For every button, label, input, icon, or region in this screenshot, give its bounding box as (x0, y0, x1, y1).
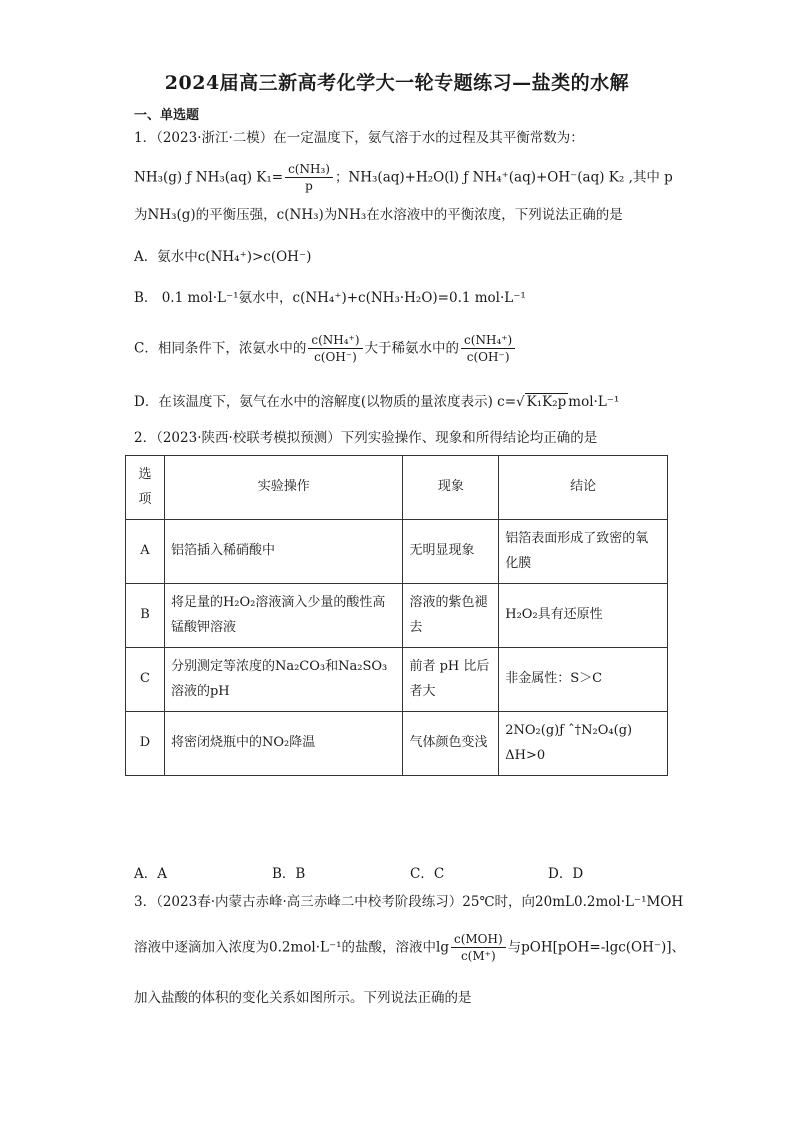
table-cell: B (126, 584, 165, 648)
table-cell: 铝箔插入稀硝酸中 (164, 520, 402, 584)
table-cell: 非金属性：S＞C (499, 648, 668, 712)
table-row (126, 584, 668, 648)
q1-stem: 1．（2023·浙江·二模）在一定温度下，氨气溶于水的过程及其平衡常数为： (134, 130, 584, 146)
q1-option-c-mid: 大于稀氨水中的 (364, 340, 460, 357)
q1-option-d-post: mol·L⁻¹ (568, 394, 620, 410)
q1-option-c-fraction-2 (461, 333, 515, 365)
q3-denominator: c(M⁺) (460, 949, 496, 964)
table-cell: 2NO₂(g)ƒ ˆ†N₂O₄(g) ΔH>0 (499, 712, 668, 776)
table-header-conclusion: 结论 (499, 456, 668, 520)
q1-eq-denominator: p (305, 179, 313, 194)
q2-option-a: A．A (134, 866, 167, 882)
q1-option-d-pre: D．在该温度下，氨气在水中的溶解度(以物质的量浓度表示) c= (134, 394, 517, 410)
table-row (126, 648, 668, 712)
document-title: 2024届高三新高考化学大一轮专题练习—盐类的水解 (164, 72, 630, 94)
q3-line-2-post: 与pOH[pOH=-lgc(OH⁻)]、 (507, 939, 686, 956)
q3-numerator: c(MOH) (451, 932, 506, 948)
table-cell: H₂O₂具有还原性 (499, 584, 668, 648)
q1-option-d (134, 394, 619, 410)
q1-option-c (134, 333, 517, 365)
q3-line-3: 加入盐酸的体积的变化关系如图所示。下列说法正确的是 (134, 990, 472, 1006)
q1-option-c-numerator-2: c(NH₄⁺) (461, 333, 515, 349)
q1-eq-fraction (285, 162, 333, 194)
sqrt-sign: √ (516, 394, 525, 410)
q2-table (125, 455, 668, 776)
table-cell: 无明显现象 (403, 520, 499, 584)
table-cell: D (126, 712, 165, 776)
table-header-phenomenon: 现象 (403, 456, 499, 520)
q3-line-2 (134, 932, 685, 964)
q1-option-c-numerator-1: c(NH₄⁺) (308, 333, 362, 349)
q2-stem: 2．（2023·陕西·校联考模拟预测）下列实验操作、现象和所得结论均正确的是 (134, 430, 598, 446)
q1-eq-right: ；NH₃(aq)+H₂O(l) ƒ NH₄⁺(aq)+OH⁻(aq) K₂ ,其中 p (334, 169, 673, 186)
q1-option-a: A．氨水中c(NH₄⁺)>c(OH⁻) (134, 249, 312, 265)
q2-option-c: C．C (410, 866, 445, 882)
q2-option-d: D．D (548, 866, 584, 882)
q1-equation (134, 162, 673, 194)
q1-option-d-radicand: K₁K₂p (526, 394, 567, 410)
table-cell: 铝箔表面形成了致密的氧化膜 (499, 520, 668, 584)
q1-eq-numerator: c(NH₃) (285, 162, 333, 178)
table-cell: 气体颜色变浅 (403, 712, 499, 776)
q1-option-c-pre: C．相同条件下，浓氨水中的 (134, 340, 307, 357)
table-cell: 将密闭烧瓶中的NO₂降温 (164, 712, 402, 776)
q1-eq-left: NH₃(g) ƒ NH₃(aq) K₁= (134, 169, 284, 186)
table-cell: 前者 pH 比后者大 (403, 648, 499, 712)
table-cell: 分别测定等浓度的Na₂CO₃和Na₂SO₃溶液的pH (164, 648, 402, 712)
q1-option-c-denominator-1: c(OH⁻) (314, 350, 357, 365)
table-cell: 将足量的H₂O₂溶液滴入少量的酸性高锰酸钾溶液 (164, 584, 402, 648)
table-header-operation: 实验操作 (164, 456, 402, 520)
q3-stem: 3．（2023春·内蒙古赤峰·高三赤峰二中校考阶段练习）25℃时，向20mL0.2mol·L⁻¹MOH (134, 894, 684, 910)
q1-option-c-denominator-2: c(OH⁻) (466, 350, 510, 365)
table-row (126, 712, 668, 776)
table-cell: 溶液的紫色褪去 (403, 584, 499, 648)
table-cell: C (126, 648, 165, 712)
table-header-row (126, 456, 668, 520)
q1-stem-2: 为NH₃(g)的平衡压强，c(NH₃)为NH₃在水溶液中的平衡浓度，下列说法正确的是 (134, 207, 623, 223)
q3-line-2-pre: 溶液中逐滴加入浓度为0.2mol·L⁻¹的盐酸，溶液中lg (134, 939, 449, 956)
section-heading: 一、单选题 (134, 108, 200, 123)
q2-option-b: B．B (272, 866, 306, 882)
q1-option-c-fraction-1 (308, 333, 362, 365)
table-cell: A (126, 520, 165, 584)
q1-option-b: B． 0.1 mol·L⁻¹氨水中，c(NH₄⁺)+c(NH₃·H₂O)=0.1 mol·L⁻¹ (134, 290, 526, 306)
table-row (126, 520, 668, 584)
table-header-option: 选项 (126, 456, 165, 520)
q3-fraction (451, 932, 506, 964)
